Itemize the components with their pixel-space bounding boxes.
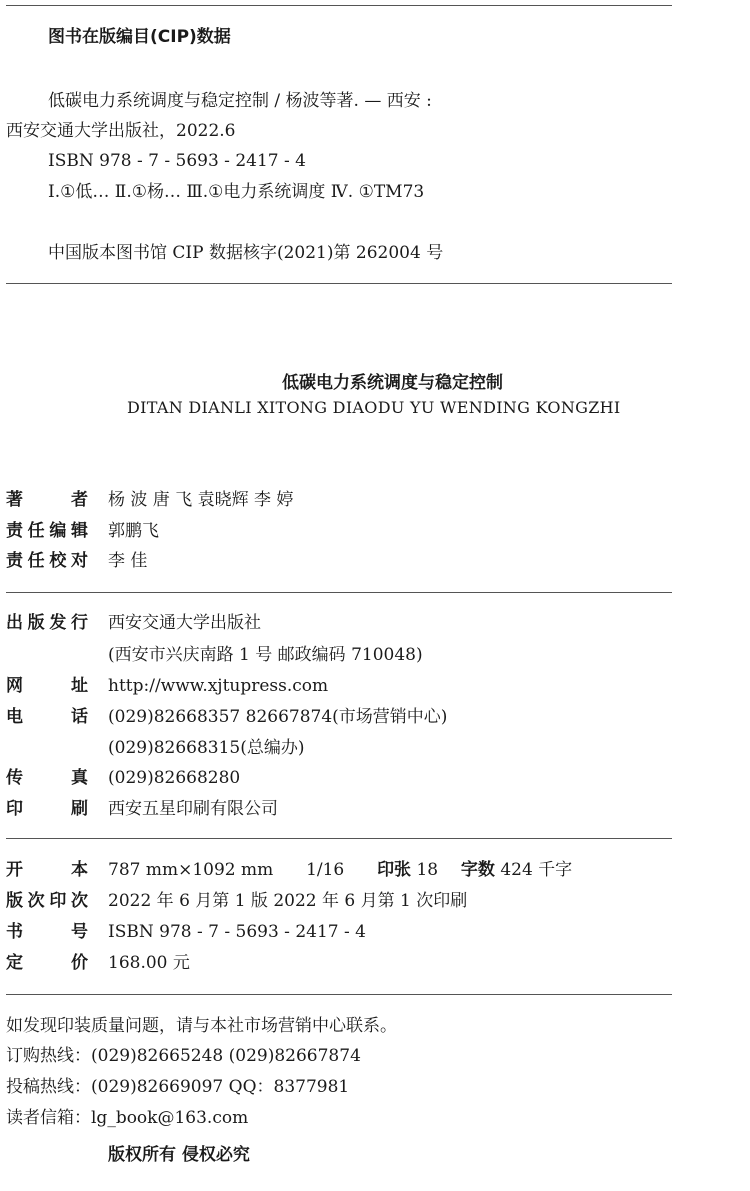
edition-value: 2022 年 6 月第 1 版 2022 年 6 月第 1 次印刷	[108, 891, 468, 911]
credit-label-2	[6, 551, 88, 571]
edition-label-char-4: 次	[70, 891, 88, 911]
publisher-label-char: 话	[71, 707, 88, 727]
format-label	[6, 860, 88, 880]
credit-value-1: 郭鹏飞	[108, 521, 159, 541]
format-label-char-2: 本	[71, 860, 88, 880]
publisher-label-char: 传	[6, 768, 23, 788]
edition-label-char-3: 印	[49, 891, 67, 911]
publisher-label-char: 印	[6, 799, 23, 819]
specs-rule	[6, 994, 672, 995]
copyright-notice: 版权所有 侵权必究	[108, 1145, 250, 1165]
publisher-label-char: 电	[6, 707, 23, 727]
format-label-char-1: 开	[6, 860, 23, 880]
publisher-label-char: 发	[49, 613, 67, 633]
publisher-rule	[6, 838, 672, 839]
credit-label-char: 校	[49, 551, 67, 571]
isbn-label-char-1: 书	[6, 922, 23, 942]
credit-label-char: 责	[6, 521, 23, 541]
price-label-char-2: 价	[71, 953, 88, 973]
isbn-label-char-2: 号	[71, 922, 88, 942]
isbn-value: ISBN 978 - 7 - 5693 - 2417 - 4	[108, 922, 366, 942]
publisher-value-4: (029)82668315(总编办)	[108, 738, 305, 758]
publisher-value-3: (029)82668357 82667874(市场营销中心)	[108, 707, 448, 727]
credit-label-0	[6, 490, 88, 510]
publisher-label-char: 网	[6, 676, 23, 696]
publisher-label-char: 址	[71, 676, 88, 696]
cip-line-3: ISBN 978 - 7 - 5693 - 2417 - 4	[48, 151, 306, 171]
publisher-label-char: 版	[27, 613, 45, 633]
cip-heading: 图书在版编目(CIP)数据	[48, 27, 231, 47]
reader-mailbox: 读者信箱：lg_book@163.com	[6, 1108, 249, 1128]
format-fold: 1/16	[306, 860, 345, 880]
credit-label-1	[6, 521, 88, 541]
credit-value-2: 李 佳	[108, 551, 148, 571]
publisher-value-2: http://www.xjtupress.com	[108, 676, 329, 696]
publisher-label-char: 出	[6, 613, 23, 633]
credit-label-char: 辑	[70, 521, 88, 541]
top-rule	[6, 5, 672, 6]
price-value: 168.00 元	[108, 953, 190, 973]
book-title-pinyin: DITAN DIANLI XITONG DIAODU YU WENDING KONGZHI	[127, 398, 621, 417]
publisher-value-0: 西安交通大学出版社	[108, 613, 261, 633]
credit-label-char: 任	[27, 551, 45, 571]
credit-label-char: 编	[49, 521, 67, 541]
publisher-label-char: 行	[70, 613, 88, 633]
publisher-value-5: (029)82668280	[108, 768, 241, 788]
words-label: 字数	[460, 860, 495, 880]
credit-label-char: 责	[6, 551, 23, 571]
credit-label-char: 著	[6, 490, 23, 510]
edition-label-char-2: 次	[27, 891, 45, 911]
publisher-label-0	[6, 613, 88, 633]
quality-notice: 如发现印装质量问题，请与本社市场营销中心联系。	[6, 1016, 397, 1036]
cip-line-1: 低碳电力系统调度与稳定控制 / 杨波等著. — 西安 :	[48, 91, 432, 111]
cip-line-4: Ⅰ.①低… Ⅱ.①杨… Ⅲ.①电力系统调度 Ⅳ. ①TM73	[48, 182, 425, 202]
publisher-value-1: (西安市兴庆南路 1 号 邮政编码 710048)	[108, 645, 423, 665]
submission-hotline: 投稿热线：(029)82669097 QQ：8377981	[6, 1077, 350, 1097]
credit-value-0: 杨 波 唐 飞 袁晓辉 李 婷	[108, 490, 294, 510]
price-label-char-1: 定	[6, 953, 23, 973]
cip-bottom-rule	[6, 283, 672, 284]
credits-rule	[6, 592, 672, 593]
order-hotline: 订购热线：(029)82665248 (029)82667874	[6, 1046, 361, 1066]
publisher-label-2	[6, 676, 88, 696]
isbn-label	[6, 922, 88, 942]
format-value	[108, 860, 572, 880]
publisher-label-char: 刷	[71, 799, 88, 819]
cip-line-5: 中国版本图书馆 CIP 数据核字(2021)第 262004 号	[48, 243, 444, 263]
cip-line-2: 西安交通大学出版社，2022.6	[6, 121, 236, 141]
book-title-chinese: 低碳电力系统调度与稳定控制	[282, 373, 503, 393]
edition-label-char-1: 版	[6, 891, 23, 911]
edition-label	[6, 891, 88, 911]
publisher-label-char: 真	[71, 768, 88, 788]
publisher-label-3	[6, 707, 88, 727]
publisher-label-6	[6, 799, 88, 819]
credit-label-char: 任	[27, 521, 45, 541]
sheets-label: 印张	[377, 860, 412, 880]
publisher-value-6: 西安五星印刷有限公司	[108, 799, 278, 819]
format-size: 787 mm×1092 mm	[108, 860, 274, 880]
credit-label-char: 者	[71, 490, 88, 510]
credit-label-char: 对	[70, 551, 88, 571]
words-value: 424 千字	[500, 860, 573, 880]
publisher-label-5	[6, 768, 88, 788]
price-label	[6, 953, 88, 973]
sheets-value: 18	[416, 860, 439, 880]
